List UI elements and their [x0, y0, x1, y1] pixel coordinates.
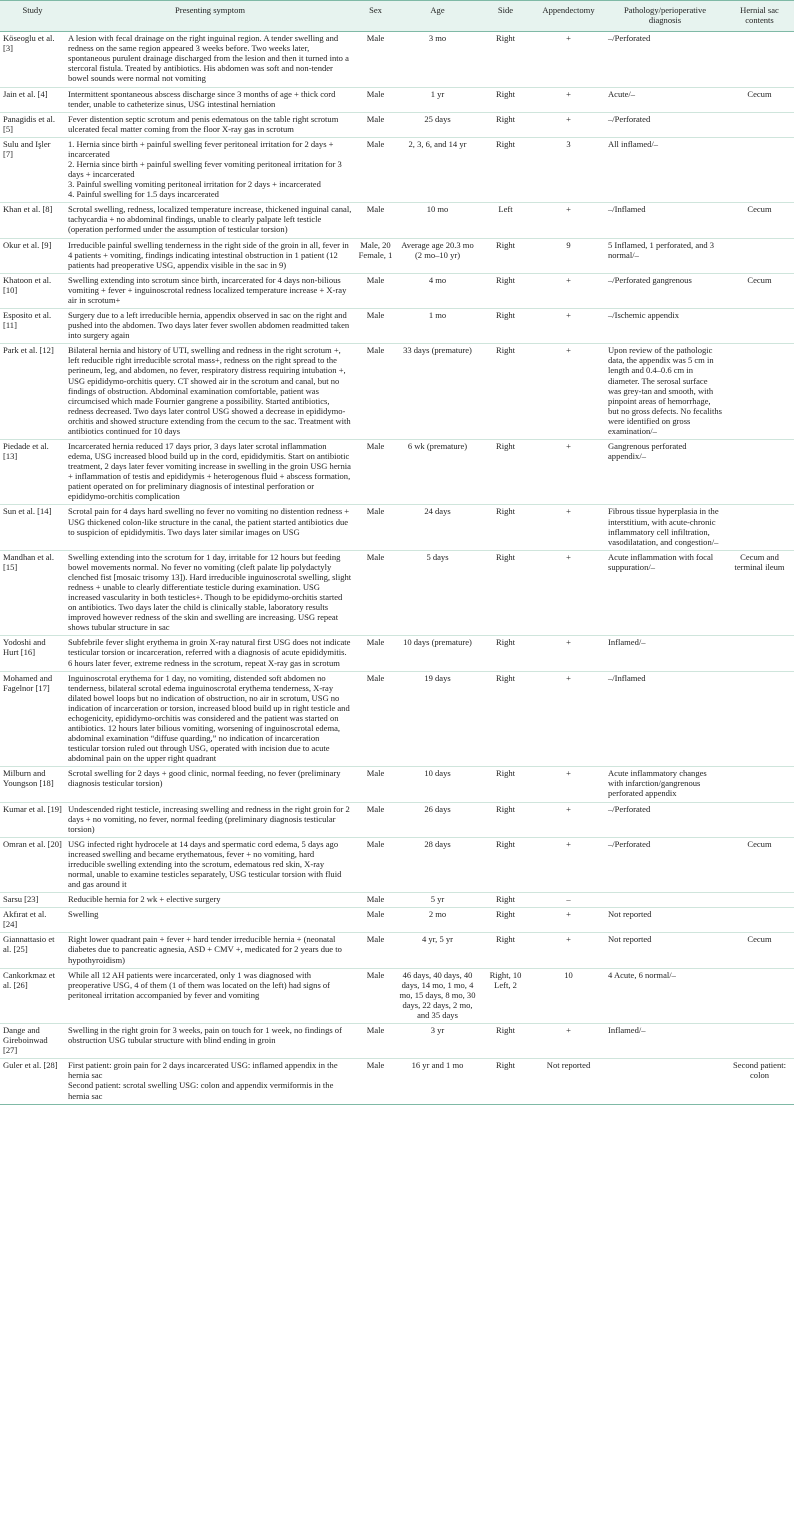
- pathology-cell: Gangrenous perforated appendix/–: [605, 439, 725, 504]
- hernial-sac-cell: [725, 505, 794, 550]
- pathology-cell: [605, 893, 725, 908]
- header-row: [0, 1, 794, 32]
- symptom-cell: [65, 802, 355, 837]
- symptom-line: 3. Painful swelling vomiting peritoneal irritation for 2 days + incarcerated: [68, 179, 321, 190]
- sex-cell: Male: [355, 439, 396, 504]
- sex-cell: Male: [355, 32, 396, 87]
- table-row: [0, 671, 794, 767]
- sex-cell: Male: [355, 505, 396, 550]
- table-row: [0, 893, 794, 908]
- sex-cell: Male: [355, 933, 396, 968]
- age-cell: 10 days (premature): [396, 636, 479, 671]
- study-cell: Sun et al. [14]: [0, 505, 65, 550]
- symptom-line: A lesion with fecal drainage on the right inguinal region. A tender swelling and redness on the same region appeared 3 weeks before. Two weeks later, spontaneous purulent drainage discharged from the lesion and then it turned into a stercoral fistula. Treated by antibiotics. His abdomen was soft and non-tender bowel sounds were normal not vomiting: [68, 33, 349, 84]
- column-header-sex: Sex: [355, 1, 396, 32]
- pathology-cell: Acute inflammatory changes with infarction/gangrenous perforated appendix: [605, 767, 725, 802]
- symptom-cell: [65, 238, 355, 273]
- appendectomy-cell: +: [532, 933, 605, 968]
- pathology-cell: 4 Acute, 6 normal/–: [605, 968, 725, 1023]
- study-cell: Akfırat et al. [24]: [0, 908, 65, 933]
- appendectomy-cell: +: [532, 636, 605, 671]
- hernial-sac-cell: [725, 344, 794, 440]
- appendectomy-cell: +: [532, 439, 605, 504]
- hernial-sac-cell: [725, 1024, 794, 1059]
- sex-cell: Male: [355, 203, 396, 238]
- side-cell: Right: [479, 933, 532, 968]
- symptom-line: Irreducible painful swelling tenderness in the right side of the groin in all, fever in 4 patients + vomiting, findings indicating intestinal obstruction in 1 patient (12 patients had preoperative USG, appendix visible in the sac in 9): [68, 239, 349, 270]
- study-cell: Panagidis et al. [5]: [0, 112, 65, 137]
- symptom-cell: [65, 137, 355, 202]
- table-row: [0, 1059, 794, 1104]
- symptom-line: Swelling extending into the scrotum for 1 day, irritable for 12 hours but feeding bowel movements normal. No fever no vomiting (cleft palate lip polydactyly clenched fist [mosaic trisomy 13]). Hard irreducible inguinoscrotal swelling, slight redness + unable to clearly differentiate testicle during examination. USG increased vascularity in both testicles+. Though to be epididymo-orchitis started on antibiotics. Two days later the child is clinically stable, laboratory results improved however redness of the skin and swelling are increasing. USG repeat shows tubular structure in sac: [68, 551, 352, 633]
- table-row: [0, 1024, 794, 1059]
- symptom-line: Surgery due to a left irreducible hernia, appendix observed in sac on the right and pushed into the abdomen. Two days later fever swollen abdomen readmitted taken into surgery again: [68, 310, 350, 341]
- pathology-cell: Upon review of the pathologic data, the appendix was 5 cm in length and 0.4–0.6 cm in diameter. The serosal surface was grey-tan and smooth, with pinpoint areas of hemorrhage, but no gross defects. No fecaliths were identified on gross examination/–: [605, 344, 725, 440]
- pathology-cell: Acute/–: [605, 87, 725, 112]
- symptom-cell: [65, 439, 355, 504]
- appendectomy-cell: +: [532, 505, 605, 550]
- appendectomy-cell: +: [532, 203, 605, 238]
- study-cell: Giannattasio et al. [25]: [0, 933, 65, 968]
- table-row: [0, 636, 794, 671]
- side-cell: Right: [479, 908, 532, 933]
- table-row: [0, 32, 794, 87]
- appendectomy-cell: +: [532, 87, 605, 112]
- age-cell: 28 days: [396, 837, 479, 892]
- appendectomy-cell: +: [532, 908, 605, 933]
- sex-cell: Male, 20 Female, 1: [355, 238, 396, 273]
- pathology-cell: –/Ischemic appendix: [605, 309, 725, 344]
- side-cell: Right: [479, 1024, 532, 1059]
- pathology-cell: –/Inflamed: [605, 671, 725, 767]
- age-cell: 1 mo: [396, 309, 479, 344]
- pathology-cell: –/Perforated: [605, 112, 725, 137]
- symptom-line: Swelling extending into scrotum since birth, incarcerated for 4 days non-bilious vomiting + fever + inguinoscrotal redness localized temperature increase + X-ray air in scrotum+: [68, 274, 347, 305]
- side-cell: Right: [479, 344, 532, 440]
- age-cell: 16 yr and 1 mo: [396, 1059, 479, 1104]
- sex-cell: Male: [355, 802, 396, 837]
- symptom-line: USG infected right hydrocele at 14 days and spermatic cord edema, 5 days ago increased swelling and became erythematous, fever + no vomiting, hard irreducible swelling extending into the scrotum, edematous red skin, X-ray normal, unable to examine testicles separately, USG testicular torsion with fluid and gas around it: [68, 838, 342, 890]
- sex-cell: Male: [355, 273, 396, 308]
- symptom-line: Intermittent spontaneous abscess discharge since 3 months of age + thick cord tender, unable to catheterize sinus, USG intestinal herniation: [68, 88, 336, 109]
- hernial-sac-cell: Cecum and terminal ileum: [725, 550, 794, 636]
- hernial-sac-cell: [725, 802, 794, 837]
- symptom-cell: [65, 671, 355, 767]
- symptom-line: Scrotal swelling, redness, localized temperature increase, thickened inguinal canal, tachycardia + no abdominal findings, unable to clearly palpate left testicle (operation performed under the assumption of testicular torsion): [68, 204, 352, 235]
- side-cell: Right: [479, 32, 532, 87]
- symptom-cell: [65, 1059, 355, 1104]
- sex-cell: Male: [355, 968, 396, 1023]
- age-cell: 5 yr: [396, 893, 479, 908]
- symptom-cell: [65, 32, 355, 87]
- study-cell: Köseoglu et al. [3]: [0, 32, 65, 87]
- column-header-pathology: Pathology/perioperative diagnosis: [605, 1, 725, 32]
- pathology-cell: –/Perforated: [605, 837, 725, 892]
- sex-cell: Male: [355, 893, 396, 908]
- age-cell: 10 days: [396, 767, 479, 802]
- appendectomy-cell: +: [532, 550, 605, 636]
- appendectomy-cell: +: [532, 671, 605, 767]
- sex-cell: Male: [355, 1059, 396, 1104]
- table-row: [0, 550, 794, 636]
- hernial-sac-cell: [725, 893, 794, 908]
- sex-cell: Male: [355, 767, 396, 802]
- appendectomy-cell: +: [532, 837, 605, 892]
- symptom-cell: [65, 908, 355, 933]
- study-cell: Yodoshi and Hurt [16]: [0, 636, 65, 671]
- table-body: [0, 32, 794, 1104]
- side-cell: Right: [479, 767, 532, 802]
- pathology-cell: Inflamed/–: [605, 1024, 725, 1059]
- symptom-line: Second patient: scrotal swelling USG: colon and appendix vermiformis in the hernia sac: [68, 1080, 334, 1101]
- symptom-line: 4. Painful swelling for 1.5 days incarcerated: [68, 189, 219, 200]
- appendectomy-cell: +: [532, 344, 605, 440]
- table-row: [0, 137, 794, 202]
- column-header-study: Study: [0, 1, 65, 32]
- side-cell: Right: [479, 802, 532, 837]
- appendectomy-cell: 10: [532, 968, 605, 1023]
- age-cell: 2, 3, 6, and 14 yr: [396, 137, 479, 202]
- hernial-sac-cell: [725, 309, 794, 344]
- side-cell: Right: [479, 1059, 532, 1104]
- age-cell: 46 days, 40 days, 40 days, 14 mo, 1 mo, 4 mo, 15 days, 8 mo, 30 days, 22 days, 2 mo, and 35 days: [396, 968, 479, 1023]
- sex-cell: Male: [355, 309, 396, 344]
- age-cell: 6 wk (premature): [396, 439, 479, 504]
- sex-cell: Male: [355, 344, 396, 440]
- symptom-cell: [65, 1024, 355, 1059]
- age-cell: 4 yr, 5 yr: [396, 933, 479, 968]
- age-cell: 25 days: [396, 112, 479, 137]
- hernial-sac-cell: [725, 908, 794, 933]
- symptom-cell: [65, 309, 355, 344]
- column-header-side: Side: [479, 1, 532, 32]
- appendectomy-cell: +: [532, 1024, 605, 1059]
- study-cell: Milburn and Youngson [18]: [0, 767, 65, 802]
- side-cell: Left: [479, 203, 532, 238]
- pathology-cell: Not reported: [605, 908, 725, 933]
- study-cell: Sarsu [23]: [0, 893, 65, 908]
- hernial-sac-cell: [725, 32, 794, 87]
- pathology-cell: –/Perforated: [605, 32, 725, 87]
- study-cell: Cankorkmaz et al. [26]: [0, 968, 65, 1023]
- hernial-sac-cell: Cecum: [725, 203, 794, 238]
- appendectomy-cell: +: [532, 802, 605, 837]
- symptom-line: 2. Hernia since birth + painful swelling fever vomiting peritoneal irritation for 3 days + incarcerated: [68, 159, 342, 180]
- sex-cell: Male: [355, 87, 396, 112]
- table-row: [0, 112, 794, 137]
- symptom-line: Swelling in the right groin for 3 weeks, pain on touch for 1 week, no findings of obstruction USG tubular structure with blind ending in groin: [68, 1025, 342, 1046]
- symptom-line: Bilateral hernia and history of UTI, swelling and redness in the right scrotum +, left reducible right irreducible scrotal mass+, redness on the right spread to the perineum, leg, and abdomen, no fever, respiratory distress requiring intubation +, USG epididymo-orchitis query. CT showed air in the scrotum and canal, but no findings of obstruction. Abdominal examination comfortable, patient was circumcised which made Fournier gangrene a possibility. Started antibiotics, redness decreased. Two days later control USG showed a decrease in epididymo-orchitis and showed structure extending from the cecum to the sac. Treatment with antibiotics continued for 10 days: [68, 345, 351, 436]
- table-row: [0, 968, 794, 1023]
- symptom-line: Right lower quadrant pain + fever + hard tender irreducible hernia + (neonatal diabetes due to pancreatic agnesia, ASD + CMV +, medicated for 2 years due to hypothyroidism): [68, 934, 342, 965]
- pathology-cell: –/Perforated gangrenous: [605, 273, 725, 308]
- hernial-sac-cell: [725, 137, 794, 202]
- age-cell: 4 mo: [396, 273, 479, 308]
- sex-cell: Male: [355, 550, 396, 636]
- symptom-line: Subfebrile fever slight erythema in groin X-ray natural first USG does not indicate testicular torsion or incarceration, referred with a diagnosis of acute epididymitis. 6 hours later fever, extreme redness in the scrotum, repeat X-ray gas in scrotum: [68, 637, 351, 668]
- symptom-cell: [65, 767, 355, 802]
- table-row: [0, 439, 794, 504]
- symptom-cell: [65, 203, 355, 238]
- symptom-line: Reducible hernia for 2 wk + elective surgery: [68, 894, 221, 905]
- study-cell: Mohamed and Fagelnor [17]: [0, 671, 65, 767]
- study-cell: Dange and Gireboinwad [27]: [0, 1024, 65, 1059]
- symptom-line: Undescended right testicle, increasing swelling and redness in the right groin for 2 days + no vomiting, no fever, normal feeding (preliminary diagnosis testicular torsion): [68, 803, 350, 834]
- study-cell: Piedade et al. [13]: [0, 439, 65, 504]
- symptom-cell: [65, 344, 355, 440]
- table-row: [0, 933, 794, 968]
- table-row: [0, 802, 794, 837]
- symptom-cell: [65, 636, 355, 671]
- study-cell: Sulu and Işler [7]: [0, 137, 65, 202]
- table-row: [0, 238, 794, 273]
- hernial-sac-cell: [725, 636, 794, 671]
- age-cell: Average age 20.3 mo (2 mo–10 yr): [396, 238, 479, 273]
- table-row: [0, 344, 794, 440]
- appendectomy-cell: +: [532, 273, 605, 308]
- side-cell: Right: [479, 893, 532, 908]
- pathology-cell: –/Inflamed: [605, 203, 725, 238]
- study-cell: Park et al. [12]: [0, 344, 65, 440]
- side-cell: Right: [479, 550, 532, 636]
- side-cell: Right: [479, 505, 532, 550]
- side-cell: Right: [479, 439, 532, 504]
- sex-cell: Male: [355, 837, 396, 892]
- pathology-cell: All inflamed/–: [605, 137, 725, 202]
- symptom-cell: [65, 837, 355, 892]
- side-cell: Right: [479, 309, 532, 344]
- symptom-cell: [65, 112, 355, 137]
- pathology-cell: 5 Inflamed, 1 perforated, and 3 normal/–: [605, 238, 725, 273]
- table-header: [0, 1, 794, 32]
- sex-cell: Male: [355, 137, 396, 202]
- pathology-cell: –/Perforated: [605, 802, 725, 837]
- symptom-cell: [65, 968, 355, 1023]
- study-cell: Guler et al. [28]: [0, 1059, 65, 1104]
- column-header-symptom: Presenting symptom: [65, 1, 355, 32]
- table-row: [0, 203, 794, 238]
- age-cell: 3 yr: [396, 1024, 479, 1059]
- study-cell: Okur et al. [9]: [0, 238, 65, 273]
- symptom-cell: [65, 550, 355, 636]
- symptom-line: Scrotal pain for 4 days hard swelling no fever no vomiting no distention redness + USG thickened colon-like structure in the canal, the patient started antibiotics due to suspicion of epididymitis. Two days later similar images on USG: [68, 506, 350, 537]
- symptom-line: First patient: groin pain for 2 days incarcerated USG: inflamed appendix in the hernia sac: [68, 1060, 338, 1081]
- column-header-sac: Hernial sac contents: [725, 1, 794, 32]
- age-cell: 5 days: [396, 550, 479, 636]
- hernial-sac-cell: [725, 112, 794, 137]
- study-cell: Kumar et al. [19]: [0, 802, 65, 837]
- hernial-sac-cell: Cecum: [725, 273, 794, 308]
- appendectomy-cell: 9: [532, 238, 605, 273]
- column-header-appendectomy: Appendectomy: [532, 1, 605, 32]
- appendectomy-cell: +: [532, 767, 605, 802]
- column-header-age: Age: [396, 1, 479, 32]
- side-cell: Right: [479, 238, 532, 273]
- appendectomy-cell: 3: [532, 137, 605, 202]
- symptom-line: Incarcerated hernia reduced 17 days prior, 3 days later scrotal inflammation edema, USG increased blood build up in the cord, epididymitis. Start on antibiotic treatment, 2 days later fever vomiting increase in swelling in the groin USG hernia + inflammation of testis and epididymis + heterogenous fluid + abscess formation, patient operated on for preliminary diagnosis of intestinal perforation or epididymo-orchitis complication: [68, 440, 351, 502]
- age-cell: 24 days: [396, 505, 479, 550]
- appendectomy-cell: –: [532, 893, 605, 908]
- symptom-cell: [65, 505, 355, 550]
- appendectomy-cell: +: [532, 112, 605, 137]
- study-cell: Esposito et al. [11]: [0, 309, 65, 344]
- table-row: [0, 87, 794, 112]
- table-row: [0, 505, 794, 550]
- symptom-line: Fever distention septic scrotum and penis edematous on the table right scrotum ulcerated fecal matter coming from the floor X-ray gas in scrotum: [68, 113, 339, 134]
- hernial-sac-cell: [725, 968, 794, 1023]
- symptom-line: Swelling: [68, 909, 99, 920]
- pathology-cell: Fibrous tissue hyperplasia in the interstitium, with acute-chronic inflammatory cell infiltration, vasodilatation, and congestion/–: [605, 505, 725, 550]
- hernial-sac-cell: Cecum: [725, 87, 794, 112]
- table-row: [0, 309, 794, 344]
- age-cell: 19 days: [396, 671, 479, 767]
- pathology-cell: Inflamed/–: [605, 636, 725, 671]
- study-cell: Khatoon et al. [10]: [0, 273, 65, 308]
- hernial-sac-cell: Cecum: [725, 933, 794, 968]
- study-cell: Mandhan et al. [15]: [0, 550, 65, 636]
- side-cell: Right, 10 Left, 2: [479, 968, 532, 1023]
- symptom-cell: [65, 893, 355, 908]
- age-cell: 10 mo: [396, 203, 479, 238]
- side-cell: Right: [479, 87, 532, 112]
- sex-cell: Male: [355, 112, 396, 137]
- appendectomy-cell: +: [532, 309, 605, 344]
- symptom-line: Inguinoscrotal erythema for 1 day, no vomiting, distended soft abdomen no tenderness, bilateral scrotal edema inguinoscrotal erythema tenderness, X-ray dilated bowel loops but no indication of obstruction, no air in scrotum, USG no indication of incarceration or torsion, increased blood build up in right testicle and echogenicity, epididymo-orchitis was considered and the patient was started on antibiotics. 12 hours later bilious vomiting, worsening of inguinoscrotal edema, abdominal examination “diffuse quarding,” no indication of incarceration testicular torsion ruled out through USG, operated with incision due to acute abdominal pain on the upper right quadrant: [68, 672, 350, 764]
- symptom-line: Scrotal swelling for 2 days + good clinic, normal feeding, no fever (preliminary diagnosis testicular torsion): [68, 768, 341, 789]
- symptom-line: While all 12 AH patients were incarcerated, only 1 was diagnosed with preoperative USG, 4 of them (1 of them was located on the left) had signs of peritoneal irritation accompanied by fever and vomiting: [68, 969, 331, 1000]
- side-cell: Right: [479, 636, 532, 671]
- hernial-sac-cell: [725, 671, 794, 767]
- study-cell: Omran et al. [20]: [0, 837, 65, 892]
- age-cell: 33 days (premature): [396, 344, 479, 440]
- hernial-sac-cell: [725, 238, 794, 273]
- table-row: [0, 908, 794, 933]
- symptom-cell: [65, 87, 355, 112]
- appendectomy-cell: Not reported: [532, 1059, 605, 1104]
- hernial-sac-cell: Second patient: colon: [725, 1059, 794, 1104]
- age-cell: 3 mo: [396, 32, 479, 87]
- side-cell: Right: [479, 837, 532, 892]
- pathology-cell: Acute inflammation with focal suppuration/–: [605, 550, 725, 636]
- table-row: [0, 837, 794, 892]
- hernial-sac-cell: Cecum: [725, 837, 794, 892]
- symptom-line: 1. Hernia since birth + painful swelling fever peritoneal irritation for 2 days + incarcerated: [68, 138, 334, 159]
- appendectomy-cell: +: [532, 32, 605, 87]
- pathology-cell: Not reported: [605, 933, 725, 968]
- study-cell: Jain et al. [4]: [0, 87, 65, 112]
- hernial-sac-cell: [725, 767, 794, 802]
- age-cell: 1 yr: [396, 87, 479, 112]
- side-cell: Right: [479, 273, 532, 308]
- symptom-cell: [65, 933, 355, 968]
- sex-cell: Male: [355, 1024, 396, 1059]
- hernial-sac-cell: [725, 439, 794, 504]
- age-cell: 2 mo: [396, 908, 479, 933]
- table-row: [0, 767, 794, 802]
- sex-cell: Male: [355, 636, 396, 671]
- pathology-cell: [605, 1059, 725, 1104]
- symptom-cell: [65, 273, 355, 308]
- table-row: [0, 273, 794, 308]
- sex-cell: Male: [355, 671, 396, 767]
- age-cell: 26 days: [396, 802, 479, 837]
- sex-cell: Male: [355, 908, 396, 933]
- side-cell: Right: [479, 112, 532, 137]
- side-cell: Right: [479, 137, 532, 202]
- study-cell: Khan et al. [8]: [0, 203, 65, 238]
- side-cell: Right: [479, 671, 532, 767]
